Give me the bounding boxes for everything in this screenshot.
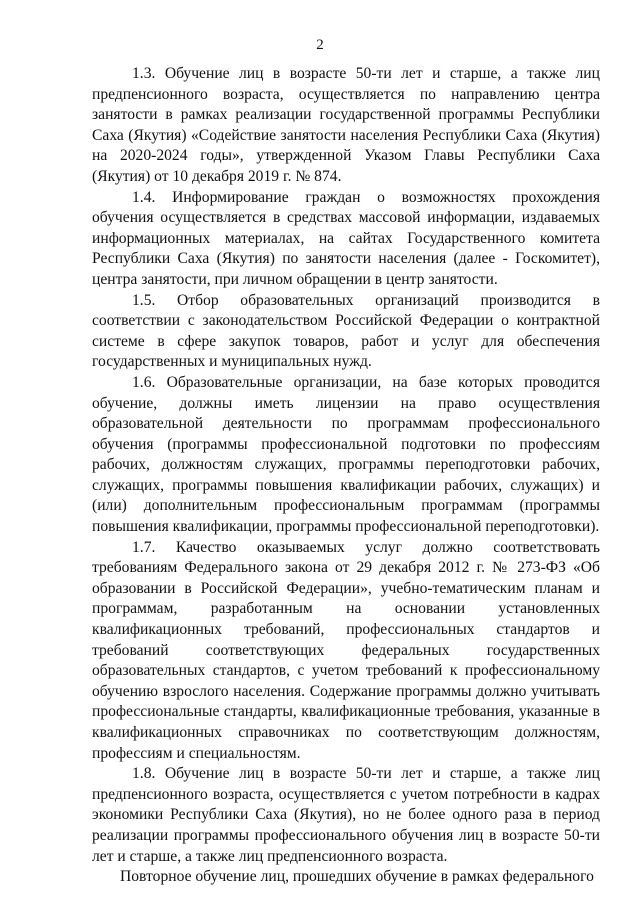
paragraph-1-5: 1.5. Отбор образовательных организаций производится в соответствии с законодательством Российской Федерации о контрактной системе в сфере закупок товаров, работ и услуг для обеспечения государственных и муниципальных нужд. bbox=[92, 291, 600, 371]
paragraph-1-6: 1.6. Образовательные организации, на базе которых проводится обучение, должны иметь лицензии на право осуществления образовательной деятельности по программам профессионального обучения (программы профессиональной подготовки по профессиям рабочих, должностям служащих, программы переподготовки рабочих, служащих, программы повышения квалификации рабочих, служащих) и (или) дополнительным профессиональным программам (программы повышения квалификации, программы профессиональной переподготовки). bbox=[92, 373, 600, 536]
page-number: 2 bbox=[316, 37, 324, 53]
document-body bbox=[92, 64, 600, 888]
paragraph-1-4: 1.4. Информирование граждан о возможностях прохождения обучения осуществляется в средствах массовой информации, издаваемых информационных материалах, на сайтах Государственного комитета Республики Саха (Якутия) по занятости населения (далее - Госкомитет), центра занятости, при личном обращении в центр занятости. bbox=[92, 188, 600, 288]
paragraph-1-3: 1.3. Обучение лиц в возрасте 50-ти лет и старше, а также лиц предпенсионного возраста, осуществляется по направлению центра занятости в рамках реализации государственной программы Республики Саха (Якутия) «Содействие занятости населения Республики Саха (Якутия) на 2020-2024 годы», утвержденной Указом Главы Республики Саха (Якутия) от 10 декабря 2019 г. № 874. bbox=[92, 65, 600, 185]
paragraph-1-8: 1.8. Обучение лиц в возрасте 50-ти лет и старше, а также лиц предпенсионного возраста, осуществляется с учетом потребности в кадрах экономики Республики Саха (Якутия), но не более одного раза в период реализации программы профессионального обучения лиц в возрасте 50-ти лет и старше, а также лиц предпенсионного возраста. bbox=[92, 765, 600, 865]
paragraph-1-7: 1.7. Качество оказываемых услуг должно соответствовать требованиям Федерального закона от 29 декабря 2012 г. № 273-ФЗ «Об образовании в Российской Федерации», учебно-тематическим планам и программам, разработанным на основании установленных квалификационных требований, профессиональных стандартов и требований соответствующих федеральных государственных образовательных стандартов, с учетом требований к профессиональному обучению взрослого населения. Содержание программы должно учитывать профессиональные стандарты, квалификационные требования, указанные в квалификационных справочниках по соответствующим должностям, профессиям и специальностям. bbox=[92, 538, 600, 762]
paragraph-repeat-training: Повторное обучение лиц, прошедших обучение в рамках федерального bbox=[120, 868, 594, 886]
